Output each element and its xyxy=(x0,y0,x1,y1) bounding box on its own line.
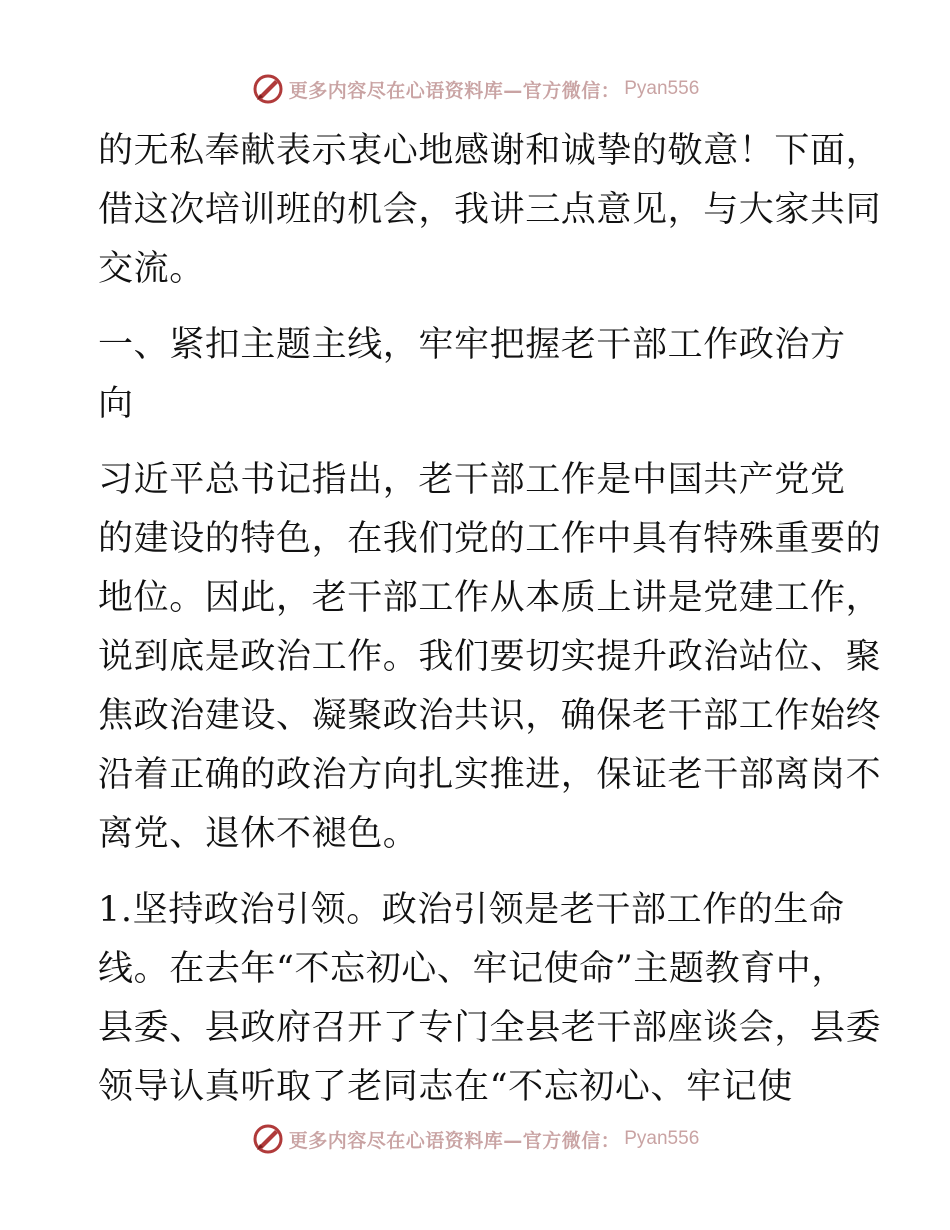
text-line: 领导认真听取了老同志在“不忘初心、牢记使 xyxy=(98,1067,793,1107)
text-line: 借这次培训班的机会，我讲三点意见，与大家共同 xyxy=(98,190,882,230)
text-line: 交流。 xyxy=(98,249,205,289)
paragraph-political-guidance xyxy=(98,881,882,1117)
brand-logo-icon xyxy=(251,72,285,106)
watermark-wechat-id: Pyan556 xyxy=(624,1128,700,1149)
heading-line: 一、紧扣主题主线，牢牢把握老干部工作政治方 xyxy=(98,325,846,365)
text-line: 习近平总书记指出，老干部工作是中国共产党党 xyxy=(98,460,846,500)
watermark-text: 更多内容尽在心语资料库—官方微信： xyxy=(288,1129,621,1152)
text-line: 焦政治建设、凝聚政治共识，确保老干部工作始终 xyxy=(98,696,882,736)
document-body xyxy=(98,122,882,1117)
paragraph-closing-thanks xyxy=(98,122,882,299)
heading-line: 向 xyxy=(98,384,134,424)
text-line: 地位。因此，老干部工作从本质上讲是党建工作， xyxy=(98,578,882,618)
watermark-wechat-id: Pyan556 xyxy=(624,78,700,99)
text-line: 线。在去年“不忘初心、牢记使命”主题教育中， xyxy=(98,949,847,989)
header-watermark xyxy=(0,72,950,106)
text-line: 沿着正确的政治方向扎实推进，保证老干部离岗不 xyxy=(98,755,882,795)
paragraph-political-direction xyxy=(98,451,882,864)
watermark-text: 更多内容尽在心语资料库—官方微信： xyxy=(288,79,621,102)
text-line: 说到底是政治工作。我们要切实提升政治站位、聚 xyxy=(98,637,882,677)
text-line: 1.坚持政治引领。政治引领是老干部工作的生命 xyxy=(98,890,845,930)
text-line: 的无私奉献表示衷心地感谢和诚挚的敬意！下面， xyxy=(98,131,882,171)
footer-watermark xyxy=(0,1122,950,1156)
text-line: 县委、县政府召开了专门全县老干部座谈会，县委 xyxy=(98,1008,882,1048)
section-heading-one xyxy=(98,316,850,434)
text-line: 离党、退休不褪色。 xyxy=(98,814,419,854)
text-line: 的建设的特色，在我们党的工作中具有特殊重要的 xyxy=(98,519,882,559)
brand-logo-icon xyxy=(251,1122,285,1156)
